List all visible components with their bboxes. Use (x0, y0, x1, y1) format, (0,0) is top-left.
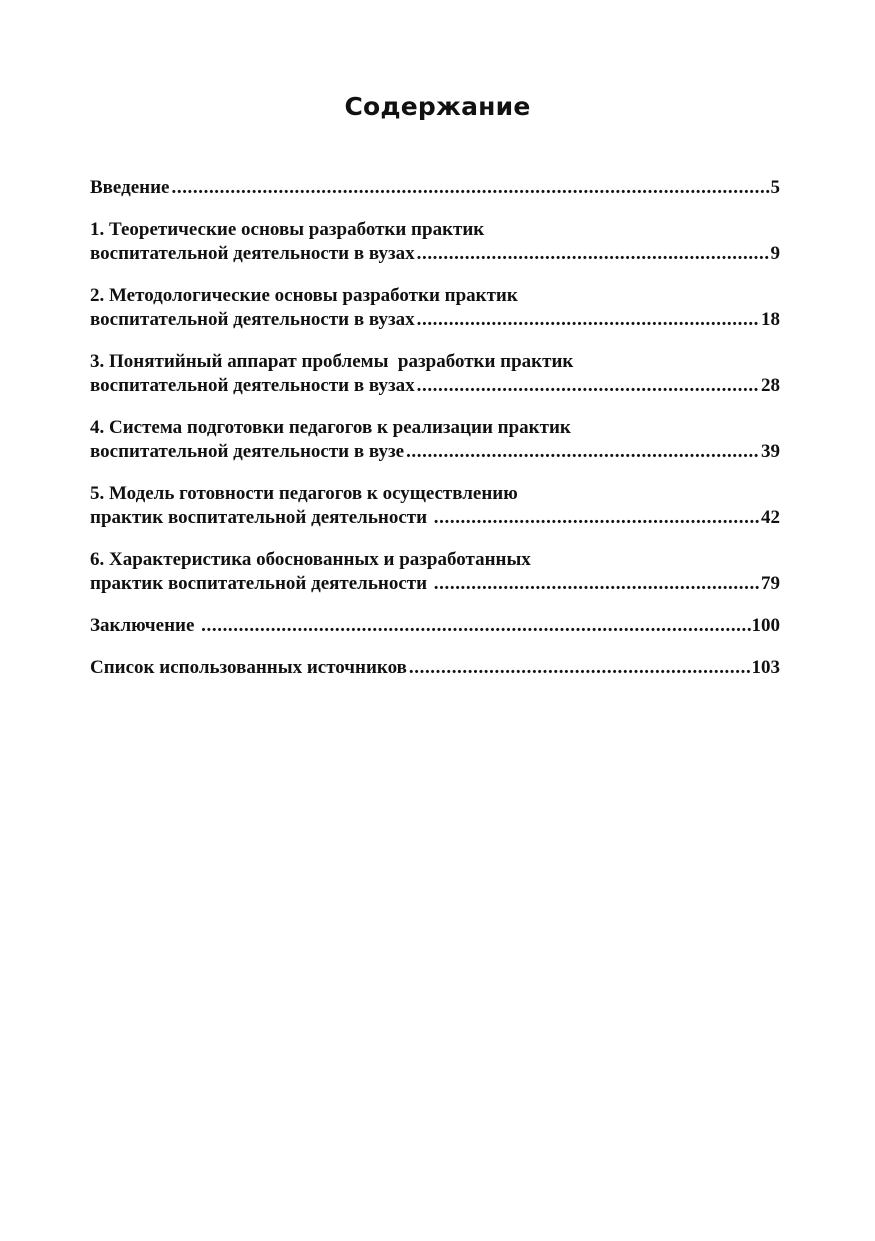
toc-entry-line (90, 614, 780, 638)
table-of-contents (90, 176, 780, 698)
toc-page-number: 79 (761, 573, 780, 594)
toc-leader-dots (434, 506, 760, 530)
toc-entry-line (90, 656, 780, 680)
toc-entry-chapter-3[interactable] (90, 350, 780, 398)
toc-entry-title-line2: практик воспитательной деятельности (90, 507, 432, 528)
toc-entry-chapter-4[interactable] (90, 416, 780, 464)
toc-entry-conclusion[interactable] (90, 614, 780, 638)
toc-leader-dots (201, 614, 750, 638)
toc-leader-dots (417, 242, 770, 266)
toc-leader-dots (172, 176, 770, 200)
toc-entry-title-line1: 1. Теоретические основы разработки практик (90, 219, 485, 240)
toc-entry-title: Заключение (90, 615, 200, 636)
toc-entry-chapter-1[interactable] (90, 218, 780, 266)
toc-page-number: 28 (761, 375, 780, 396)
toc-entry-references[interactable] (90, 656, 780, 680)
toc-entry-title-line2: воспитательной деятельности в вузах (90, 375, 415, 396)
toc-page-number: 103 (751, 657, 780, 678)
toc-entry-chapter-5[interactable] (90, 482, 780, 530)
toc-entry-line (90, 242, 780, 266)
toc-entry-title-line2: воспитательной деятельности в вузах (90, 309, 415, 330)
toc-entry-line (90, 176, 780, 200)
toc-leader-dots (406, 440, 760, 464)
page-title: Содержание (344, 92, 531, 121)
toc-entry-title-line1: 5. Модель готовности педагогов к осуществлению (90, 483, 518, 504)
toc-entry-line (90, 308, 780, 332)
toc-page-number: 5 (770, 177, 780, 198)
toc-entry-introduction[interactable] (90, 176, 780, 200)
toc-entry-line (90, 506, 780, 530)
toc-entry-title-line2: практик воспитательной деятельности (90, 573, 432, 594)
toc-entry-title-line2: воспитательной деятельности в вузах (90, 243, 415, 264)
toc-entry-title: Введение (90, 177, 170, 198)
toc-leader-dots (417, 308, 760, 332)
toc-entry-title-line1: 4. Система подготовки педагогов к реализации практик (90, 417, 571, 438)
toc-entry-chapter-2[interactable] (90, 284, 780, 332)
toc-page-number: 9 (770, 243, 780, 264)
toc-entry-line (90, 374, 780, 398)
toc-leader-dots (409, 656, 751, 680)
toc-page-number: 42 (761, 507, 780, 528)
toc-entry-title-line1: 2. Методологические основы разработки практик (90, 285, 518, 306)
toc-entry-line (90, 572, 780, 596)
toc-page-number: 18 (761, 309, 780, 330)
toc-leader-dots (417, 374, 760, 398)
toc-entry-line (90, 440, 780, 464)
toc-leader-dots (434, 572, 760, 596)
toc-entry-title-line1: 3. Понятийный аппарат проблемы разработки практик (90, 351, 574, 372)
toc-page-number: 39 (761, 441, 780, 462)
toc-page-number: 100 (751, 615, 780, 636)
toc-entry-chapter-6[interactable] (90, 548, 780, 596)
toc-entry-title-line2: воспитательной деятельности в вузе (90, 441, 405, 462)
toc-entry-title: Список использованных источников (90, 657, 407, 678)
toc-entry-title-line1: 6. Характеристика обоснованных и разработанных (90, 549, 531, 570)
